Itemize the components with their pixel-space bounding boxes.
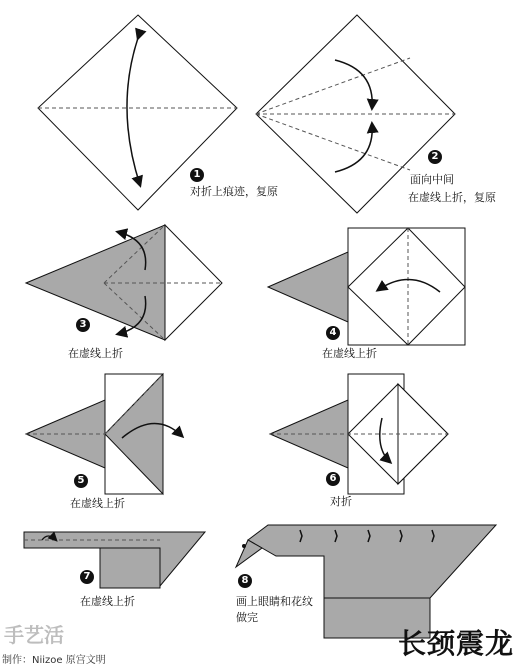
step-7-number: 7 (80, 570, 94, 584)
step-4-drawing (268, 228, 465, 345)
step-8-number: 8 (238, 574, 252, 588)
step-6-number: 6 (326, 472, 340, 486)
step-5-drawing (26, 374, 182, 494)
step-4-number: 4 (326, 326, 340, 340)
step-6-caption: 对折 (330, 495, 352, 508)
step-7-drawing (24, 532, 205, 588)
step-5-caption: 在虚线上折 (70, 497, 125, 510)
step-6-drawing (270, 374, 448, 494)
step-8-caption-line2: 做完 (236, 611, 258, 624)
step-1-caption: 对折上痕迹，复原 (190, 185, 278, 198)
step-3-number: 3 (76, 318, 90, 332)
step-8-caption-line1: 画上眼睛和花纹 (236, 595, 313, 608)
step-3-caption: 在虚线上折 (68, 347, 123, 360)
watermark: 手艺活 (4, 623, 64, 647)
step-1-number: 1 (190, 168, 204, 182)
step-2-caption-line2: 在虚线上折，复原 (408, 191, 496, 204)
step-2-number: 2 (428, 150, 442, 164)
step-3-drawing (26, 225, 222, 340)
diagram-title: 长颈震龙 (397, 627, 514, 660)
step-7-caption: 在虚线上折 (80, 595, 135, 608)
step-5-number: 5 (74, 474, 88, 488)
credit-line: 制作：Niizoe 原宫文明 (2, 655, 106, 666)
step-4-caption: 在虚线上折 (322, 347, 377, 360)
step-2-caption-line1: 面向中间 (410, 173, 454, 186)
step-1-drawing (38, 15, 237, 210)
eye (242, 544, 246, 548)
